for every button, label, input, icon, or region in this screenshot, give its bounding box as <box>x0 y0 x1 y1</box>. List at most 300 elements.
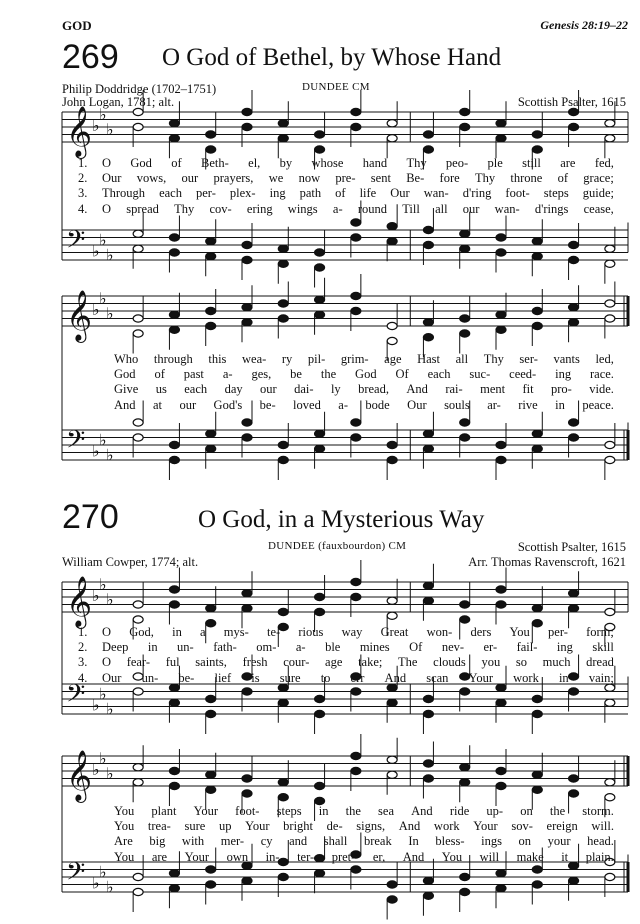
note-head <box>460 330 470 337</box>
lyric-syllable: each <box>159 186 182 201</box>
note-head <box>423 226 433 233</box>
lyric-syllable: ment <box>480 382 506 397</box>
note-head <box>423 430 433 437</box>
lyric-syllable: so <box>515 655 527 670</box>
lyric-syllable: ter- <box>297 849 315 864</box>
verse-line <box>78 804 614 819</box>
note-head <box>460 888 470 895</box>
flat-icon: ♭ <box>99 104 107 124</box>
note-head <box>387 238 397 245</box>
lyric-syllable: our <box>462 201 480 216</box>
lyric-syllable: head. <box>587 834 614 849</box>
lyric-syllable: Till <box>402 201 420 216</box>
note-head <box>569 108 579 115</box>
lyric-syllable: we <box>268 171 284 186</box>
lyric-syllable: ple <box>487 156 503 170</box>
lyric-syllable: all <box>435 201 448 216</box>
lyric-syllable: God <box>114 367 136 382</box>
note-head <box>133 688 143 695</box>
lyric-syllable: fit <box>522 382 534 397</box>
lyric-syllable: per- <box>548 625 568 639</box>
verse-line <box>78 834 614 849</box>
lyric-syllable: scan <box>426 670 449 685</box>
lyric-syllable: a <box>200 625 206 639</box>
note-head <box>423 334 433 341</box>
lyric-syllable: sov- <box>511 819 533 834</box>
note-head <box>315 593 325 600</box>
verse-words <box>102 625 614 640</box>
note-head <box>351 123 361 130</box>
note-head <box>278 315 288 322</box>
note-head <box>242 790 252 797</box>
verse-number: 4. <box>78 201 88 216</box>
lyric-syllable: our <box>179 397 197 412</box>
note-head <box>351 593 361 600</box>
lyric-syllable: er- <box>483 640 498 655</box>
note-head <box>242 434 252 441</box>
lyric-syllable: now <box>298 171 321 186</box>
lyric-syllable: Hast <box>417 352 441 366</box>
verse-line <box>78 819 614 834</box>
note-head <box>169 135 179 142</box>
note-head <box>605 441 615 448</box>
note-head <box>387 441 397 448</box>
note-head <box>242 877 252 884</box>
note-head <box>315 430 325 437</box>
lyric-syllable: ceed- <box>509 367 537 382</box>
note-head <box>387 120 397 127</box>
lyric-syllable: pil- <box>307 352 326 366</box>
lyric-syllable: And <box>114 397 136 412</box>
lyric-syllable: still <box>522 156 541 170</box>
note-head <box>423 775 433 782</box>
lyric-syllable: fed, <box>594 156 614 170</box>
lyric-syllable: vants <box>553 352 580 366</box>
lyric-syllable: pret- <box>331 849 356 864</box>
flat-icon: ♭ <box>99 574 107 594</box>
lyric-syllable: spread <box>126 201 159 216</box>
lyric-syllable: bread, <box>358 382 389 397</box>
lyric-syllable: And <box>406 382 428 397</box>
lyric-syllable: way <box>341 625 363 639</box>
flat-icon: ♭ <box>92 760 100 779</box>
lyric-syllable: el, <box>248 156 261 170</box>
lyric-syllable: won- <box>426 625 453 639</box>
lyric-syllable: each <box>184 382 208 397</box>
note-head <box>423 445 433 452</box>
lyric-syllable: ful <box>165 655 180 670</box>
lyric-syllable: ereign <box>546 819 578 834</box>
note-head <box>169 782 179 789</box>
flat-icon: ♭ <box>106 445 114 465</box>
note-head <box>569 304 579 311</box>
verse-block <box>78 156 614 217</box>
lyric-syllable: round <box>357 201 387 216</box>
lyric-syllable: de- <box>326 819 343 834</box>
lyric-syllable: age <box>384 352 402 366</box>
note-head <box>278 300 288 307</box>
note-head <box>569 256 579 263</box>
lyric-syllable: are <box>560 156 576 170</box>
verse-number: 3. <box>78 186 88 201</box>
lyric-syllable: a- <box>222 367 233 382</box>
lyric-syllable: grace; <box>583 171 614 186</box>
note-head <box>387 699 397 706</box>
lyric-syllable: dread <box>586 655 614 670</box>
lyric-syllable: big <box>149 834 166 849</box>
note-head <box>278 456 288 463</box>
note-head <box>242 123 252 130</box>
lyric-syllable: fail- <box>516 640 538 655</box>
lyric-syllable: of <box>154 367 165 382</box>
note-head <box>387 597 397 604</box>
lyric-syllable: fath- <box>213 640 237 655</box>
note-head <box>351 752 361 759</box>
lyric-syllable: plant <box>151 804 177 818</box>
lyric-syllable: rious <box>298 625 324 639</box>
note-head <box>387 756 397 763</box>
lyric-syllable: our <box>260 382 277 397</box>
lyric-syllable: throne <box>510 171 543 186</box>
note-head <box>532 430 542 437</box>
treble-clef-icon: 𝄞 <box>66 290 93 341</box>
lyric-syllable: be- <box>178 670 195 685</box>
lyric-syllable: grim- <box>340 352 369 366</box>
lyric-syllable: God's <box>213 397 243 412</box>
hymn-title: O God, in a Mysterious Way <box>198 506 485 533</box>
note-head <box>278 794 288 801</box>
lyric-syllable: vide. <box>589 382 614 397</box>
note-head <box>278 779 288 786</box>
lyric-syllable: Beth- <box>201 156 229 170</box>
note-head <box>569 241 579 248</box>
lyric-syllable: the <box>345 804 361 818</box>
note-head <box>605 315 615 322</box>
note-head <box>315 131 325 138</box>
note-head <box>460 434 470 441</box>
lyric-syllable: O <box>102 625 112 639</box>
author-line: John Logan, 1781; alt. <box>62 95 175 109</box>
note-head <box>569 688 579 695</box>
lyric-syllable: ly <box>330 382 341 397</box>
verse-block <box>78 804 614 865</box>
lyric-syllable: vows, <box>136 171 167 186</box>
lyric-syllable: Your <box>184 849 210 864</box>
lyric-syllable: past <box>183 367 204 382</box>
note-head <box>206 786 216 793</box>
note-head <box>133 330 143 337</box>
verse-line <box>78 367 614 382</box>
note-head <box>206 445 216 452</box>
note-head <box>133 108 143 115</box>
lyric-syllable: work <box>433 819 460 834</box>
lyric-syllable: Our <box>102 670 122 685</box>
lyric-syllable: sent <box>370 171 391 186</box>
note-head <box>278 608 288 615</box>
note-head <box>242 108 252 115</box>
flat-icon: ♭ <box>99 230 107 250</box>
note-head <box>315 249 325 256</box>
lyric-syllable: ing <box>269 186 286 201</box>
lyric-syllable: ges, <box>251 367 272 382</box>
lyric-syllable: of <box>557 171 569 186</box>
bass-clef-icon: 𝄢 <box>66 425 86 461</box>
lyric-syllable: You <box>114 804 135 818</box>
lyric-syllable: You <box>114 819 135 834</box>
note-head <box>496 885 506 892</box>
lyric-syllable: by <box>279 156 293 170</box>
lyric-syllable: souls <box>444 397 470 412</box>
lyric-syllable: make <box>516 849 544 864</box>
note-head <box>423 146 433 153</box>
note-head <box>351 419 361 426</box>
lyric-syllable: led, <box>595 352 614 366</box>
note-head <box>605 608 615 615</box>
lyric-syllable: vain; <box>588 670 614 685</box>
note-head <box>532 307 542 314</box>
lyric-syllable: Thy <box>474 171 496 186</box>
note-head <box>460 688 470 695</box>
note-head <box>315 695 325 702</box>
verse-words <box>114 352 614 367</box>
note-head <box>133 419 143 426</box>
lyric-syllable: In <box>408 834 419 849</box>
note-head <box>242 590 252 597</box>
note-head <box>133 764 143 771</box>
note-head <box>278 120 288 127</box>
note-head <box>315 264 325 271</box>
flat-icon: ♭ <box>106 877 114 897</box>
note-head <box>315 870 325 877</box>
note-head <box>351 219 361 226</box>
note-head <box>278 260 288 267</box>
note-head <box>496 249 506 256</box>
lyric-syllable: Be- <box>406 171 425 186</box>
note-head <box>460 245 470 252</box>
lyric-syllable: err <box>350 670 365 685</box>
lyric-syllable: fear- <box>126 655 151 670</box>
lyric-syllable: this <box>208 352 227 366</box>
note-head <box>387 337 397 344</box>
verse-words <box>114 850 614 865</box>
note-head <box>605 245 615 252</box>
note-head <box>169 234 179 241</box>
note-head <box>169 601 179 608</box>
note-head <box>133 601 143 608</box>
lyric-syllable: ser- <box>519 352 538 366</box>
lyric-syllable: prayers, <box>213 171 254 186</box>
note-head <box>351 108 361 115</box>
verse-words <box>102 186 614 201</box>
hymn-title: O God of Bethel, by Whose Hand <box>162 44 502 71</box>
verse-block <box>78 625 614 686</box>
lyric-syllable: Of <box>409 640 423 655</box>
flat-icon: ♭ <box>92 586 100 605</box>
verse-line <box>78 382 614 397</box>
note-head <box>315 296 325 303</box>
note-head <box>315 146 325 153</box>
note-head <box>387 223 397 230</box>
verse-words <box>102 202 614 217</box>
lyric-syllable: in <box>147 640 158 655</box>
lyric-syllable: saints, <box>195 655 227 670</box>
flat-icon: ♭ <box>92 116 100 135</box>
note-head <box>315 311 325 318</box>
lyric-syllable: And <box>384 670 407 685</box>
note-head <box>206 881 216 888</box>
note-head <box>569 775 579 782</box>
note-head <box>169 885 179 892</box>
note-head <box>206 307 216 314</box>
lyric-syllable: will <box>479 849 500 864</box>
lyric-syllable: d'ring <box>462 186 492 201</box>
flat-icon: ♭ <box>92 241 100 261</box>
lyric-syllable: God <box>130 156 152 170</box>
flat-icon: ♭ <box>99 862 107 882</box>
note-head <box>569 123 579 130</box>
note-head <box>206 430 216 437</box>
lyric-syllable: God <box>355 367 377 382</box>
source-line: Scottish Psalter, 1615 <box>517 540 626 554</box>
note-head <box>532 131 542 138</box>
note-head <box>460 764 470 771</box>
verse-line <box>78 156 614 171</box>
lyric-syllable: hand <box>362 156 388 170</box>
note-head <box>206 605 216 612</box>
verse-line <box>78 398 614 413</box>
verse-number: 1. <box>78 625 88 639</box>
lyric-syllable: day <box>224 382 243 397</box>
note-head <box>605 699 615 706</box>
lyric-syllable: sea <box>378 804 395 818</box>
note-head <box>569 434 579 441</box>
lyric-syllable: is <box>251 670 260 685</box>
lyric-syllable: ry <box>281 352 293 366</box>
lyric-syllable: ride <box>449 804 470 818</box>
treble-clef-icon: 𝄞 <box>66 750 93 801</box>
lyric-syllable: Our <box>390 186 410 201</box>
flat-icon: ♭ <box>92 441 100 461</box>
treble-clef-icon: 𝄞 <box>66 576 93 627</box>
note-head <box>315 608 325 615</box>
note-head <box>169 699 179 706</box>
running-head-left: GOD <box>62 18 92 33</box>
verse-words <box>114 804 614 819</box>
note-head <box>423 877 433 884</box>
lyric-syllable: be- <box>259 397 276 412</box>
lyric-syllable: Your <box>468 670 493 685</box>
bass-clef-icon: 𝄢 <box>66 679 86 715</box>
note-head <box>169 249 179 256</box>
lyric-syllable: er, <box>372 849 386 864</box>
lyric-syllable: our <box>181 171 199 186</box>
note-head <box>532 605 542 612</box>
note-head <box>496 441 506 448</box>
note-head <box>496 586 506 593</box>
note-head <box>387 456 397 463</box>
note-head <box>496 870 506 877</box>
lyric-syllable: form; <box>586 625 614 639</box>
lyric-syllable: each <box>427 367 451 382</box>
verse-number: 4. <box>78 670 88 685</box>
note-head <box>460 616 470 623</box>
hymn-number: 270 <box>62 498 119 536</box>
lyric-syllable: with <box>181 834 205 849</box>
lyric-syllable: will. <box>591 819 614 834</box>
lyric-syllable: bright <box>283 819 314 834</box>
verse-number: 1. <box>78 156 88 170</box>
lyric-syllable: Our <box>102 171 122 186</box>
note-head <box>242 419 252 426</box>
note-head <box>278 699 288 706</box>
lyric-syllable: om- <box>256 640 277 655</box>
lyric-syllable: Thy <box>483 352 504 366</box>
note-head <box>133 230 143 237</box>
lyric-syllable: break <box>363 834 392 849</box>
note-head <box>532 238 542 245</box>
bass-clef-icon: 𝄢 <box>66 225 86 261</box>
note-head <box>133 123 143 130</box>
treble-clef-icon: 𝄞 <box>66 106 93 157</box>
lyric-syllable: to <box>320 670 331 685</box>
note-head <box>206 238 216 245</box>
note-head <box>278 135 288 142</box>
lyric-syllable: rai- <box>445 382 463 397</box>
note-head <box>278 873 288 880</box>
lyric-syllable: of <box>335 186 346 201</box>
note-head <box>569 877 579 884</box>
note-head <box>532 786 542 793</box>
note-head <box>169 311 179 318</box>
note-head <box>315 710 325 717</box>
lyric-syllable: plain. <box>585 849 614 864</box>
lyric-syllable: age <box>325 655 343 670</box>
flat-icon: ♭ <box>106 119 114 139</box>
lyric-syllable: us <box>155 382 167 397</box>
lyric-syllable: sure <box>279 670 301 685</box>
note-head <box>532 695 542 702</box>
lyric-syllable: foot- <box>505 186 530 201</box>
note-head <box>423 695 433 702</box>
note-head <box>351 434 361 441</box>
lyric-syllable: You <box>114 849 135 864</box>
lyric-syllable: sure <box>184 819 206 834</box>
lyric-syllable: guide; <box>582 186 614 201</box>
verse-words <box>102 655 614 670</box>
lyric-syllable: loved <box>293 397 321 412</box>
note-head <box>496 601 506 608</box>
lyric-syllable: cour- <box>283 655 310 670</box>
lyric-syllable: storm. <box>582 804 614 818</box>
note-head <box>496 767 506 774</box>
hymn-number: 269 <box>62 38 119 76</box>
note-head <box>605 794 615 801</box>
lyric-syllable: the <box>320 367 337 382</box>
note-head <box>496 456 506 463</box>
note-head <box>569 419 579 426</box>
note-head <box>133 616 143 623</box>
lyric-syllable: ders <box>470 625 492 639</box>
lyric-syllable: d'rings <box>534 201 569 216</box>
lyric-syllable: mer- <box>220 834 245 849</box>
lyric-syllable: peace. <box>582 397 614 412</box>
note-head <box>351 578 361 585</box>
source-line: Scottish Psalter, 1615 <box>517 95 626 109</box>
lyric-syllable: steps <box>543 186 569 201</box>
note-head <box>460 873 470 880</box>
note-head <box>496 120 506 127</box>
note-head <box>206 866 216 873</box>
